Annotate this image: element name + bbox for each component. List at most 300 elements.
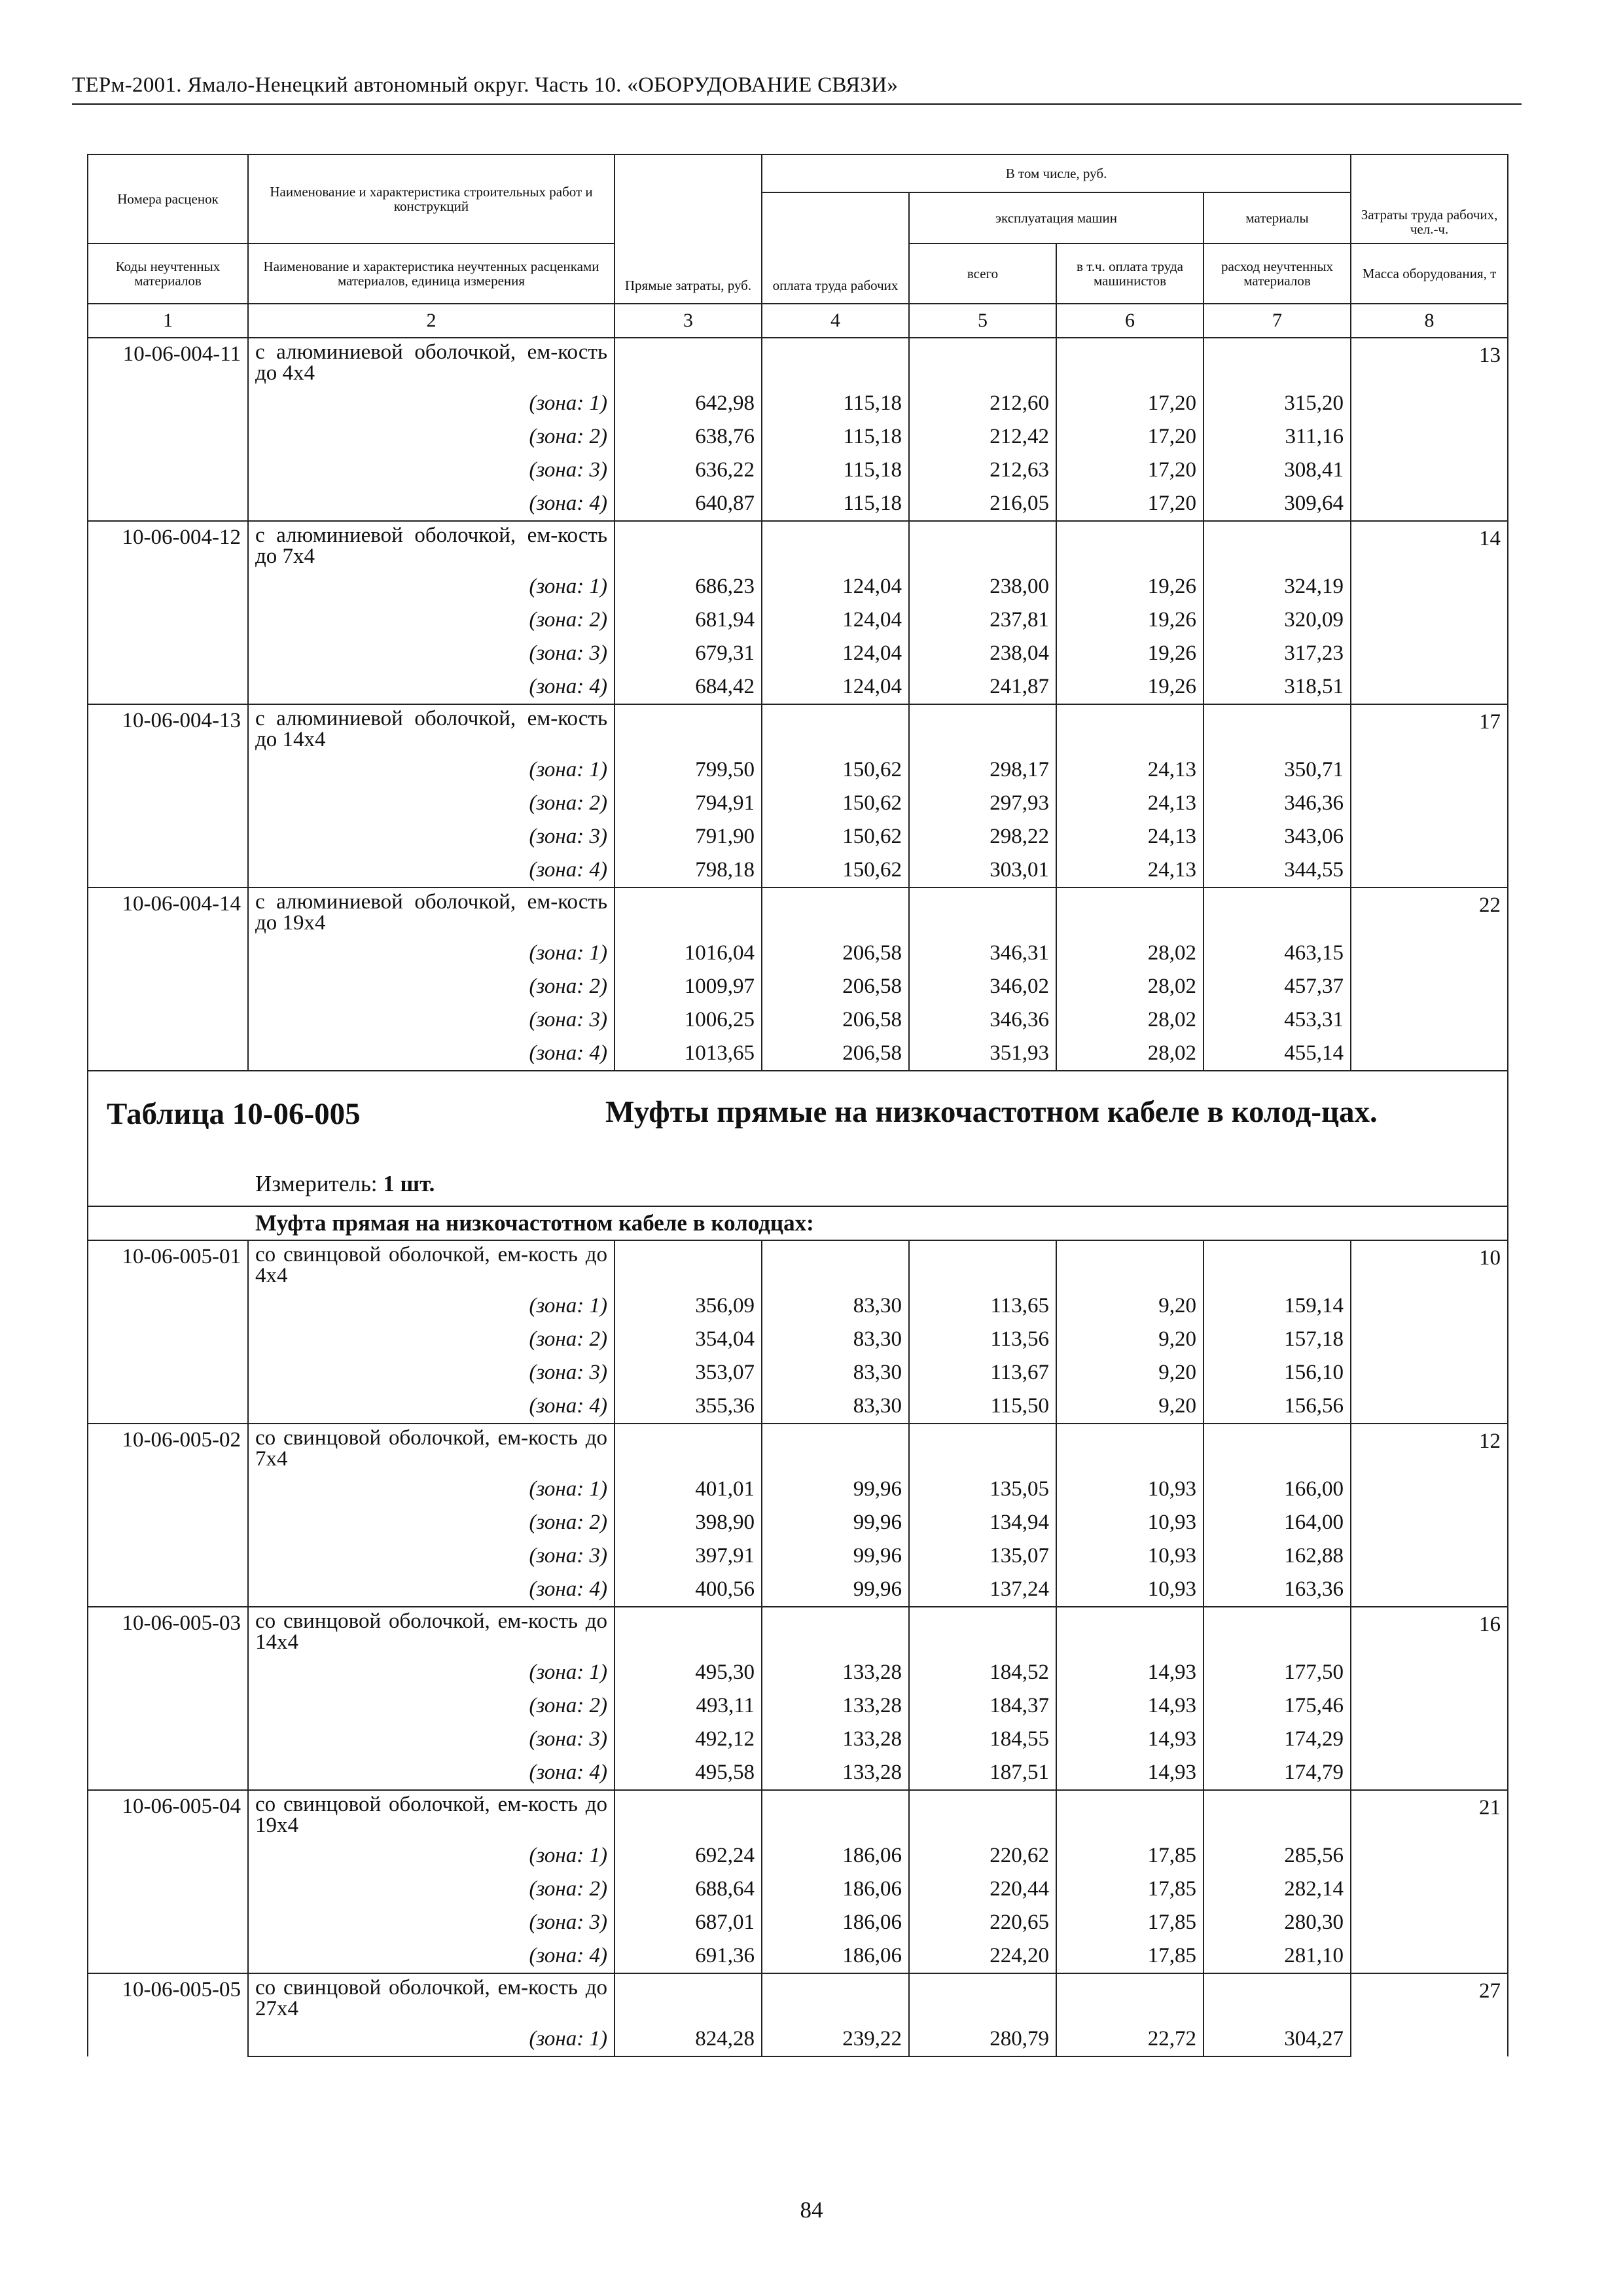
empty-value-cell (909, 1607, 1056, 1656)
zone-row (88, 1573, 1508, 1607)
labor-pay-value: 124,04 (762, 603, 909, 637)
zone-row (88, 1656, 1508, 1689)
machinist-pay-value: 10,93 (1056, 1539, 1204, 1573)
zone-label: (зона: 2) (248, 1873, 615, 1906)
zone-label: (зона: 1) (248, 570, 615, 603)
labor-pay-value: 186,06 (762, 1873, 909, 1906)
materials-value: 285,56 (1204, 1839, 1351, 1873)
materials-value: 309,64 (1204, 487, 1351, 521)
zone-label: (зона: 2) (248, 420, 615, 454)
machinist-pay-value: 10,93 (1056, 1573, 1204, 1607)
zone-label: (зона: 2) (248, 1689, 615, 1723)
materials-value: 156,10 (1204, 1356, 1351, 1390)
machinist-pay-value: 17,85 (1056, 1906, 1204, 1939)
zone-label: (зона: 1) (248, 1839, 615, 1873)
rate-entry-row (88, 888, 1508, 937)
empty-value-cell (615, 338, 762, 387)
work-description: с алюминиевой оболочкой, ем-кость до 7х4 (248, 521, 615, 570)
labor-pay-value: 99,96 (762, 1473, 909, 1506)
empty-value-cell (1204, 521, 1351, 570)
materials-value: 457,37 (1204, 970, 1351, 1003)
labor-pay-value: 150,62 (762, 787, 909, 820)
direct-cost-value: 397,91 (615, 1539, 762, 1573)
labor-pay-value: 133,28 (762, 1756, 909, 1790)
zone-row (88, 1723, 1508, 1756)
column-number: 1 (88, 304, 248, 338)
machine-total-value: 115,50 (909, 1390, 1056, 1424)
machine-total-value: 220,44 (909, 1873, 1056, 1906)
materials-value: 463,15 (1204, 937, 1351, 970)
labor-pay-value: 83,30 (762, 1323, 909, 1356)
table-section (88, 1071, 1508, 1240)
equipment-mass-header: Масса оборудования, т (1351, 243, 1508, 304)
table-header (88, 154, 1508, 338)
materials-value: 308,41 (1204, 454, 1351, 487)
machine-total-value: 346,36 (909, 1003, 1056, 1037)
materials-value: 280,30 (1204, 1906, 1351, 1939)
labor-pay-value: 83,30 (762, 1289, 909, 1323)
direct-cost-value: 493,11 (615, 1689, 762, 1723)
machine-total-value: 137,24 (909, 1573, 1056, 1607)
direct-cost-value: 353,07 (615, 1356, 762, 1390)
empty-value-cell (615, 1973, 762, 2022)
materials-value: 163,36 (1204, 1573, 1351, 1607)
machinist-pay-value: 22,72 (1056, 2022, 1204, 2056)
zone-row (88, 787, 1508, 820)
materials-value: 455,14 (1204, 1037, 1351, 1071)
column-number: 4 (762, 304, 909, 338)
rate-entry-row (88, 338, 1508, 387)
zone-label: (зона: 3) (248, 1356, 615, 1390)
zone-row (88, 1390, 1508, 1424)
labor-cost-value: 12 (1351, 1424, 1508, 1607)
empty-value-cell (615, 521, 762, 570)
empty-value-cell (909, 1973, 1056, 2022)
zone-row (88, 454, 1508, 487)
direct-cost-value: 356,09 (615, 1289, 762, 1323)
column-number: 6 (1056, 304, 1204, 338)
rate-entry-row (88, 1973, 1508, 2022)
rate-entry-row (88, 1424, 1508, 1473)
materials-value: 346,36 (1204, 787, 1351, 820)
unit-label: Измеритель: (255, 1171, 378, 1196)
zone-row (88, 1356, 1508, 1390)
machine-total-value: 113,67 (909, 1356, 1056, 1390)
zone-label: (зона: 3) (248, 637, 615, 670)
zone-row (88, 1839, 1508, 1873)
labor-pay-value: 186,06 (762, 1839, 909, 1873)
machine-total-value: 238,00 (909, 570, 1056, 603)
work-name-header: Наименование и характеристика строительных работ и конструкций (248, 154, 615, 243)
rate-code: 10-06-005-02 (88, 1424, 248, 1607)
machine-total-value: 184,55 (909, 1723, 1056, 1756)
rate-entry-row (88, 1240, 1508, 1289)
zone-label: (зона: 4) (248, 1756, 615, 1790)
machinist-pay-value: 19,26 (1056, 670, 1204, 704)
machinist-pay-value: 28,02 (1056, 1003, 1204, 1037)
direct-cost-value: 495,58 (615, 1756, 762, 1790)
machine-total-value: 238,04 (909, 637, 1056, 670)
rate-code: 10-06-004-14 (88, 888, 248, 1071)
empty-value-cell (1056, 1790, 1204, 1839)
direct-cost-value: 798,18 (615, 853, 762, 888)
table-title: Муфты прямые на низкочастотном кабеле в колод-цах. (605, 1095, 1378, 1129)
labor-pay-value: 83,30 (762, 1356, 909, 1390)
empty-value-cell (762, 1973, 909, 2022)
direct-cost-value: 354,04 (615, 1323, 762, 1356)
empty-value-cell (1056, 1240, 1204, 1289)
rate-code: 10-06-004-12 (88, 521, 248, 704)
labor-pay-value: 115,18 (762, 454, 909, 487)
materials-header: материалы (1204, 192, 1351, 243)
machine-total-value: 298,17 (909, 753, 1056, 787)
materials-value: 177,50 (1204, 1656, 1351, 1689)
empty-value-cell (615, 704, 762, 753)
unaccounted-materials-header: расход неучтенных материалов (1204, 243, 1351, 304)
empty-value-cell (1056, 704, 1204, 753)
empty-value-cell (1204, 1973, 1351, 2022)
machine-total-value: 346,31 (909, 937, 1056, 970)
machine-total-value: 220,62 (909, 1839, 1056, 1873)
direct-cost-value: 1013,65 (615, 1037, 762, 1071)
empty-value-cell (615, 1607, 762, 1656)
direct-cost-value: 679,31 (615, 637, 762, 670)
machine-total-value: 113,56 (909, 1323, 1056, 1356)
machinist-pay-value: 19,26 (1056, 603, 1204, 637)
empty-value-cell (909, 521, 1056, 570)
section-subheader: Муфта прямая на низкочастотном кабеле в колодцах: (88, 1206, 1508, 1240)
materials-value: 162,88 (1204, 1539, 1351, 1573)
machinist-pay-value: 9,20 (1056, 1390, 1204, 1424)
zone-row (88, 1473, 1508, 1506)
machine-total-value: 280,79 (909, 2022, 1056, 2056)
zone-row (88, 603, 1508, 637)
machinist-pay-value: 9,20 (1056, 1289, 1204, 1323)
zone-label: (зона: 2) (248, 1506, 615, 1539)
zone-label: (зона: 4) (248, 853, 615, 888)
work-description: с алюминиевой оболочкой, ем-кость до 14х4 (248, 704, 615, 753)
machinist-pay-value: 9,20 (1056, 1323, 1204, 1356)
materials-value: 157,18 (1204, 1323, 1351, 1356)
zone-label: (зона: 3) (248, 1906, 615, 1939)
direct-cost-value: 355,36 (615, 1390, 762, 1424)
labor-pay-value: 99,96 (762, 1506, 909, 1539)
empty-value-cell (762, 1240, 909, 1289)
zone-label: (зона: 1) (248, 937, 615, 970)
machinist-pay-value: 14,93 (1056, 1656, 1204, 1689)
rates-group-10-06-004 (88, 338, 1508, 1071)
labor-pay-value: 133,28 (762, 1689, 909, 1723)
machine-total-header: всего (909, 243, 1056, 304)
machinist-pay-value: 28,02 (1056, 937, 1204, 970)
empty-value-cell (615, 888, 762, 937)
labor-pay-value: 150,62 (762, 753, 909, 787)
direct-cost-value: 401,01 (615, 1473, 762, 1506)
labor-pay-value: 133,28 (762, 1723, 909, 1756)
labor-pay-value: 124,04 (762, 570, 909, 603)
labor-pay-value: 206,58 (762, 1037, 909, 1071)
materials-value: 453,31 (1204, 1003, 1351, 1037)
empty-value-cell (762, 521, 909, 570)
labor-pay-value: 206,58 (762, 1003, 909, 1037)
zone-label: (зона: 3) (248, 820, 615, 853)
page-number: 84 (800, 2197, 823, 2223)
labor-pay-value: 150,62 (762, 820, 909, 853)
empty-value-cell (1204, 1424, 1351, 1473)
direct-cost-value: 640,87 (615, 487, 762, 521)
zone-label: (зона: 1) (248, 2022, 615, 2056)
rate-code: 10-06-005-05 (88, 1973, 248, 2056)
machine-total-value: 134,94 (909, 1506, 1056, 1539)
zone-row (88, 1289, 1508, 1323)
materials-value: 174,29 (1204, 1723, 1351, 1756)
work-description: со свинцовой оболочкой, ем-кость до 7х4 (248, 1424, 615, 1473)
empty-value-cell (1056, 338, 1204, 387)
labor-pay-header: оплата труда рабочих (762, 192, 909, 304)
machine-total-value: 216,05 (909, 487, 1056, 521)
rate-entry-row (88, 521, 1508, 570)
labor-cost-value: 10 (1351, 1240, 1508, 1424)
machinist-pay-value: 10,93 (1056, 1506, 1204, 1539)
machinist-pay-value: 17,85 (1056, 1873, 1204, 1906)
machinist-pay-value: 10,93 (1056, 1473, 1204, 1506)
empty-value-cell (909, 1790, 1056, 1839)
empty-value-cell (762, 1790, 909, 1839)
zone-row (88, 1906, 1508, 1939)
empty-value-cell (762, 338, 909, 387)
zone-label: (зона: 1) (248, 753, 615, 787)
direct-cost-value: 1009,97 (615, 970, 762, 1003)
materials-value: 324,19 (1204, 570, 1351, 603)
materials-value: 350,71 (1204, 753, 1351, 787)
labor-pay-value: 206,58 (762, 970, 909, 1003)
direct-cost-value: 692,24 (615, 1839, 762, 1873)
work-description: с алюминиевой оболочкой, ем-кость до 19х4 (248, 888, 615, 937)
machinist-pay-value: 28,02 (1056, 1037, 1204, 1071)
zone-row (88, 1003, 1508, 1037)
direct-cost-value: 791,90 (615, 820, 762, 853)
machinist-pay-value: 14,93 (1056, 1723, 1204, 1756)
materials-value: 311,16 (1204, 420, 1351, 454)
zone-row (88, 1037, 1508, 1071)
machine-total-value: 135,07 (909, 1539, 1056, 1573)
machine-total-value: 187,51 (909, 1756, 1056, 1790)
machinist-pay-value: 17,20 (1056, 420, 1204, 454)
zone-label: (зона: 3) (248, 1003, 615, 1037)
materials-value: 166,00 (1204, 1473, 1351, 1506)
work-description: со свинцовой оболочкой, ем-кость до 19х4 (248, 1790, 615, 1839)
labor-pay-value: 239,22 (762, 2022, 909, 2056)
zone-label: (зона: 4) (248, 1037, 615, 1071)
rate-entry-row (88, 704, 1508, 753)
direct-cost-value: 638,76 (615, 420, 762, 454)
zone-label: (зона: 2) (248, 603, 615, 637)
direct-cost-value: 636,22 (615, 454, 762, 487)
labor-pay-value: 124,04 (762, 670, 909, 704)
machine-total-value: 351,93 (909, 1037, 1056, 1071)
machinist-pay-value: 28,02 (1056, 970, 1204, 1003)
direct-cost-value: 691,36 (615, 1939, 762, 1973)
materials-value: 318,51 (1204, 670, 1351, 704)
machinist-pay-value: 24,13 (1056, 753, 1204, 787)
rate-code: 10-06-004-13 (88, 704, 248, 888)
machine-total-value: 184,37 (909, 1689, 1056, 1723)
empty-value-cell (1204, 888, 1351, 937)
materials-value: 164,00 (1204, 1506, 1351, 1539)
labor-pay-value: 150,62 (762, 853, 909, 888)
zone-label: (зона: 2) (248, 970, 615, 1003)
zone-row (88, 1756, 1508, 1790)
direct-cost-value: 794,91 (615, 787, 762, 820)
machinist-pay-value: 17,20 (1056, 387, 1204, 420)
zone-row (88, 487, 1508, 521)
table-number: Таблица 10-06-005 (107, 1097, 361, 1131)
column-number: 7 (1204, 304, 1351, 338)
empty-value-cell (1204, 704, 1351, 753)
rate-code: 10-06-005-01 (88, 1240, 248, 1424)
materials-value: 175,46 (1204, 1689, 1351, 1723)
direct-cost-value: 400,56 (615, 1573, 762, 1607)
zone-row (88, 2022, 1508, 2056)
machine-total-value: 113,65 (909, 1289, 1056, 1323)
empty-value-cell (762, 888, 909, 937)
empty-value-cell (909, 1424, 1056, 1473)
zone-label: (зона: 4) (248, 1573, 615, 1607)
labor-pay-value: 115,18 (762, 487, 909, 521)
empty-value-cell (762, 1424, 909, 1473)
machine-total-value: 220,65 (909, 1906, 1056, 1939)
zone-label: (зона: 1) (248, 1656, 615, 1689)
header-rule (72, 103, 1522, 105)
including-header: В том числе, руб. (762, 154, 1351, 192)
empty-value-cell (909, 888, 1056, 937)
machinist-pay-value: 24,13 (1056, 787, 1204, 820)
direct-cost-value: 398,90 (615, 1506, 762, 1539)
rates-group-10-06-005 (88, 1240, 1508, 2056)
labor-pay-value: 99,96 (762, 1539, 909, 1573)
machinist-pay-value: 24,13 (1056, 853, 1204, 888)
empty-value-cell (1056, 1973, 1204, 2022)
labor-cost-value: 16 (1351, 1607, 1508, 1790)
work-description: со свинцовой оболочкой, ем-кость до 27х4 (248, 1973, 615, 2022)
labor-cost-value: 17 (1351, 704, 1508, 888)
empty-value-cell (1204, 1790, 1351, 1839)
machine-total-value: 135,05 (909, 1473, 1056, 1506)
materials-value: 159,14 (1204, 1289, 1351, 1323)
direct-cost-value: 492,12 (615, 1723, 762, 1756)
materials-value: 317,23 (1204, 637, 1351, 670)
zone-row (88, 970, 1508, 1003)
materials-value: 343,06 (1204, 820, 1351, 853)
labor-pay-value: 133,28 (762, 1656, 909, 1689)
labor-cost-value: 22 (1351, 888, 1508, 1071)
zone-row (88, 1506, 1508, 1539)
direct-cost-value: 684,42 (615, 670, 762, 704)
machinist-pay-value: 19,26 (1056, 637, 1204, 670)
work-description: со свинцовой оболочкой, ем-кость до 14х4 (248, 1607, 615, 1656)
materials-value: 315,20 (1204, 387, 1351, 420)
machinist-pay-value: 17,85 (1056, 1939, 1204, 1973)
zone-label: (зона: 4) (248, 670, 615, 704)
materials-value: 304,27 (1204, 2022, 1351, 2056)
empty-value-cell (1204, 1607, 1351, 1656)
machine-total-value: 297,93 (909, 787, 1056, 820)
zone-label: (зона: 1) (248, 1289, 615, 1323)
rate-code: 10-06-005-04 (88, 1790, 248, 1973)
machine-total-value: 298,22 (909, 820, 1056, 853)
empty-value-cell (909, 1240, 1056, 1289)
empty-value-cell (762, 704, 909, 753)
rate-numbers-header: Номера расценок (88, 154, 248, 243)
machinist-pay-header: в т.ч. оплата труда машинистов (1056, 243, 1204, 304)
labor-cost-value: 14 (1351, 521, 1508, 704)
work-description: со свинцовой оболочкой, ем-кость до 4х4 (248, 1240, 615, 1289)
zone-label: (зона: 3) (248, 454, 615, 487)
empty-value-cell (1204, 1240, 1351, 1289)
machine-total-value: 212,63 (909, 454, 1056, 487)
empty-value-cell (1056, 888, 1204, 937)
empty-value-cell (909, 338, 1056, 387)
direct-cost-value: 824,28 (615, 2022, 762, 2056)
zone-row (88, 570, 1508, 603)
column-number: 2 (248, 304, 615, 338)
direct-cost-value: 799,50 (615, 753, 762, 787)
zone-row (88, 1689, 1508, 1723)
labor-pay-value: 115,18 (762, 420, 909, 454)
zone-label: (зона: 4) (248, 1390, 615, 1424)
zone-label: (зона: 4) (248, 1939, 615, 1973)
zone-row (88, 637, 1508, 670)
running-header: ТЕРм-2001. Ямало-Ненецкий автономный округ. Часть 10. «ОБОРУДОВАНИЕ СВЯЗИ» (72, 73, 899, 97)
zone-label: (зона: 2) (248, 787, 615, 820)
zone-row (88, 1873, 1508, 1906)
direct-cost-value: 642,98 (615, 387, 762, 420)
materials-value: 156,56 (1204, 1390, 1351, 1424)
column-number: 5 (909, 304, 1056, 338)
rate-entry-row (88, 1607, 1508, 1656)
labor-costs-header: Затраты труда рабочих, чел.-ч. (1351, 154, 1508, 243)
zone-label: (зона: 3) (248, 1539, 615, 1573)
machinist-pay-value: 9,20 (1056, 1356, 1204, 1390)
labor-cost-value: 13 (1351, 338, 1508, 521)
labor-pay-value: 186,06 (762, 1939, 909, 1973)
labor-pay-value: 186,06 (762, 1906, 909, 1939)
direct-cost-value: 686,23 (615, 570, 762, 603)
zone-row (88, 670, 1508, 704)
price-table (87, 154, 1508, 2057)
machine-total-value: 212,42 (909, 420, 1056, 454)
direct-cost-value: 687,01 (615, 1906, 762, 1939)
direct-cost-value: 688,64 (615, 1873, 762, 1906)
empty-value-cell (762, 1607, 909, 1656)
zone-row (88, 1323, 1508, 1356)
material-name-header: Наименование и характеристика неучтенных расценками материалов, единица измерения (248, 243, 615, 304)
materials-value: 282,14 (1204, 1873, 1351, 1906)
zone-row (88, 1539, 1508, 1573)
machinist-pay-value: 17,20 (1056, 454, 1204, 487)
machinist-pay-value: 14,93 (1056, 1756, 1204, 1790)
machine-total-value: 346,02 (909, 970, 1056, 1003)
zone-label: (зона: 1) (248, 387, 615, 420)
labor-pay-value: 206,58 (762, 937, 909, 970)
rate-code: 10-06-004-11 (88, 338, 248, 521)
machinist-pay-value: 17,20 (1056, 487, 1204, 521)
zone-row (88, 387, 1508, 420)
zone-row (88, 753, 1508, 787)
column-number: 3 (615, 304, 762, 338)
direct-cost-value: 1006,25 (615, 1003, 762, 1037)
direct-cost-value: 1016,04 (615, 937, 762, 970)
